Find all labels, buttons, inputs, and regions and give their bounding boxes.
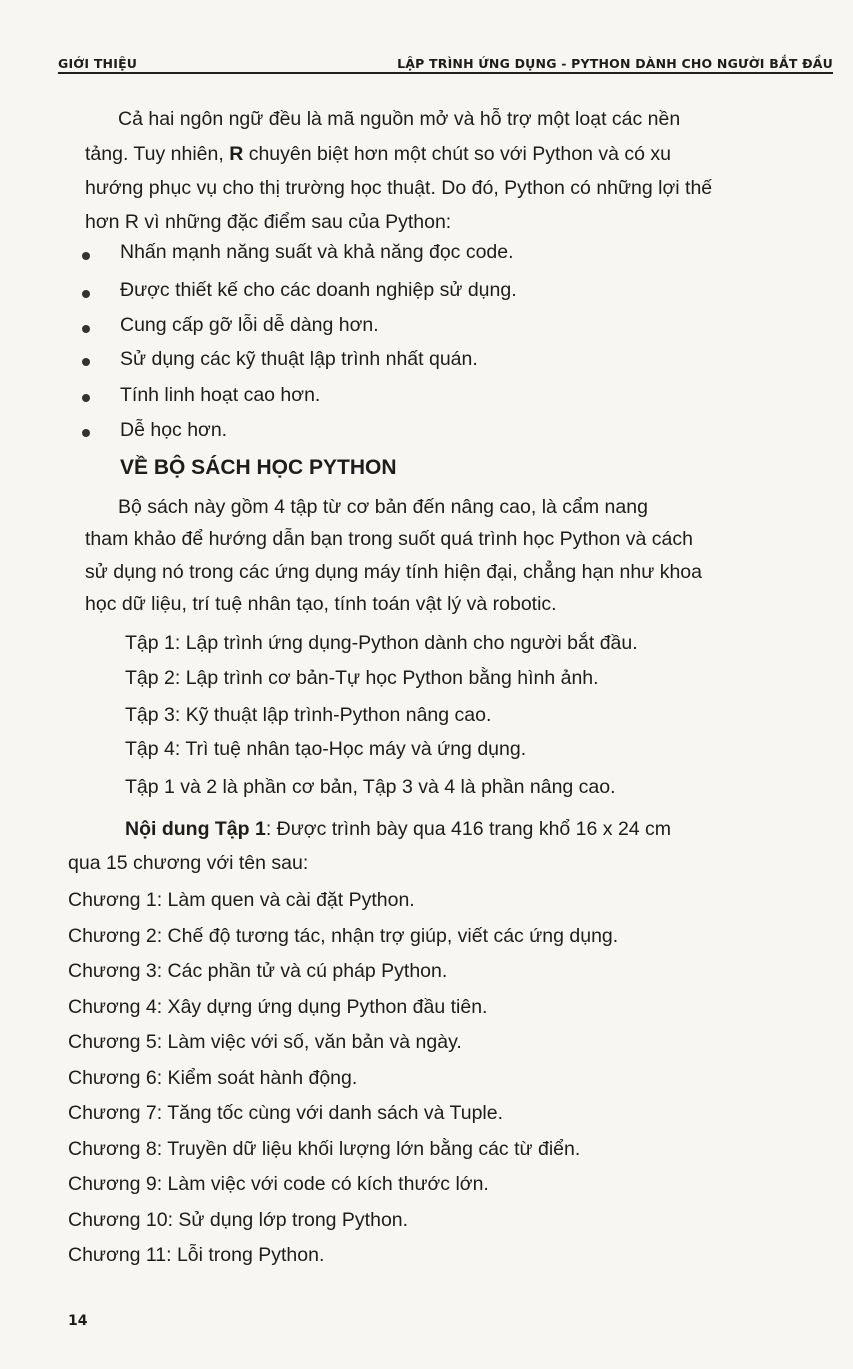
- intro-bold-r: R: [229, 143, 244, 165]
- bullet-item: Cung cấp gỡ lỗi dễ dàng hơn.: [120, 314, 379, 336]
- chapter-item: Chương 2: Chế độ tương tác, nhận trợ giúp, viết các ứng dụng.: [68, 925, 619, 947]
- intro-line-2-pre: tảng. Tuy nhiên,: [85, 143, 230, 165]
- bullet-item: Dễ học hơn.: [120, 419, 228, 441]
- bullet-dot-icon: [82, 394, 90, 402]
- chapter-item: Chương 8: Truyền dữ liệu khối lượng lớn bằng các từ điển.: [68, 1138, 581, 1160]
- content-v1-label: Nội dung Tập 1: [125, 818, 266, 840]
- intro-line-1: Cả hai ngôn ngữ đều là mã nguồn mở và hỗ trợ một loạt các nền: [118, 108, 681, 130]
- bullet-dot-icon: [82, 358, 90, 366]
- header-section-title: GIỚI THIỆU: [58, 56, 138, 71]
- bullet-dot-icon: [82, 325, 90, 333]
- chapter-item: Chương 4: Xây dựng ứng dụng Python đầu tiên.: [68, 996, 488, 1018]
- intro-line-3: hướng phục vụ cho thị trường học thuật. Do đó, Python có những lợi thế: [85, 177, 713, 199]
- volume-item: Tập 4: Trì tuệ nhân tạo-Học máy và ứng dụng.: [125, 738, 527, 760]
- chapter-item: Chương 3: Các phần tử và cú pháp Python.: [68, 960, 448, 982]
- volume-item: Tập 2: Lập trình cơ bản-Tự học Python bằng hình ảnh.: [125, 667, 599, 689]
- about-line-3: sử dụng nó trong các ứng dụng máy tính hiện đại, chẳng hạn như khoa: [85, 561, 703, 583]
- intro-line-2-post: chuyên biệt hơn một chút so với Python và có xu: [243, 143, 671, 165]
- about-line-1: Bộ sách này gồm 4 tập từ cơ bản đến nâng cao, là cẩm nang: [118, 496, 648, 518]
- bullet-dot-icon: [82, 252, 90, 260]
- chapter-item: Chương 9: Làm việc với code có kích thước lớn.: [68, 1173, 489, 1195]
- page-number: 14: [68, 1313, 88, 1329]
- bullet-item: Nhấn mạnh năng suất và khả năng đọc code.: [120, 241, 514, 263]
- bullet-item: Được thiết kế cho các doanh nghiệp sử dụng.: [120, 279, 517, 301]
- content-v1-text: : Được trình bày qua 416 trang khổ 16 x 24 cm: [265, 818, 672, 840]
- running-header: [58, 46, 833, 74]
- chapter-item: Chương 11: Lỗi trong Python.: [68, 1244, 325, 1266]
- chapter-item: Chương 6: Kiểm soát hành động.: [68, 1067, 358, 1089]
- bullet-item: Sử dụng các kỹ thuật lập trình nhất quán.: [120, 348, 478, 370]
- content-v1-line-1: [125, 820, 671, 840]
- chapter-item: Chương 10: Sử dụng lớp trong Python.: [68, 1209, 409, 1231]
- bullet-item: Tính linh hoạt cao hơn.: [120, 384, 321, 406]
- bullet-dot-icon: [82, 290, 90, 298]
- header-book-title: LẬP TRÌNH ỨNG DỤNG - PYTHON DÀNH CHO NGƯỜI BẮT ĐẦU: [397, 56, 833, 71]
- content-v1-line-2: qua 15 chương với tên sau:: [68, 852, 309, 874]
- about-line-2: tham khảo để hướng dẫn bạn trong suốt quá trình học Python và cách: [85, 528, 693, 550]
- volume-item: Tập 3: Kỹ thuật lập trình-Python nâng cao.: [125, 704, 492, 726]
- about-line-4: học dữ liệu, trí tuệ nhân tạo, tính toán vật lý và robotic.: [85, 593, 557, 615]
- volume-item: Tập 1: Lập trình ứng dụng-Python dành cho người bắt đầu.: [125, 632, 638, 654]
- bullet-dot-icon: [82, 429, 90, 437]
- intro-line-2: [85, 145, 671, 165]
- volume-summary: Tập 1 và 2 là phần cơ bản, Tập 3 và 4 là phần nâng cao.: [125, 776, 616, 798]
- chapter-item: Chương 1: Làm quen và cài đặt Python.: [68, 889, 415, 911]
- chapter-item: Chương 5: Làm việc với số, văn bản và ngày.: [68, 1031, 462, 1053]
- chapter-item: Chương 7: Tăng tốc cùng với danh sách và Tuple.: [68, 1102, 504, 1124]
- intro-line-4: hơn R vì những đặc điểm sau của Python:: [85, 211, 452, 233]
- section-heading: VỀ BỘ SÁCH HỌC PYTHON: [120, 456, 397, 479]
